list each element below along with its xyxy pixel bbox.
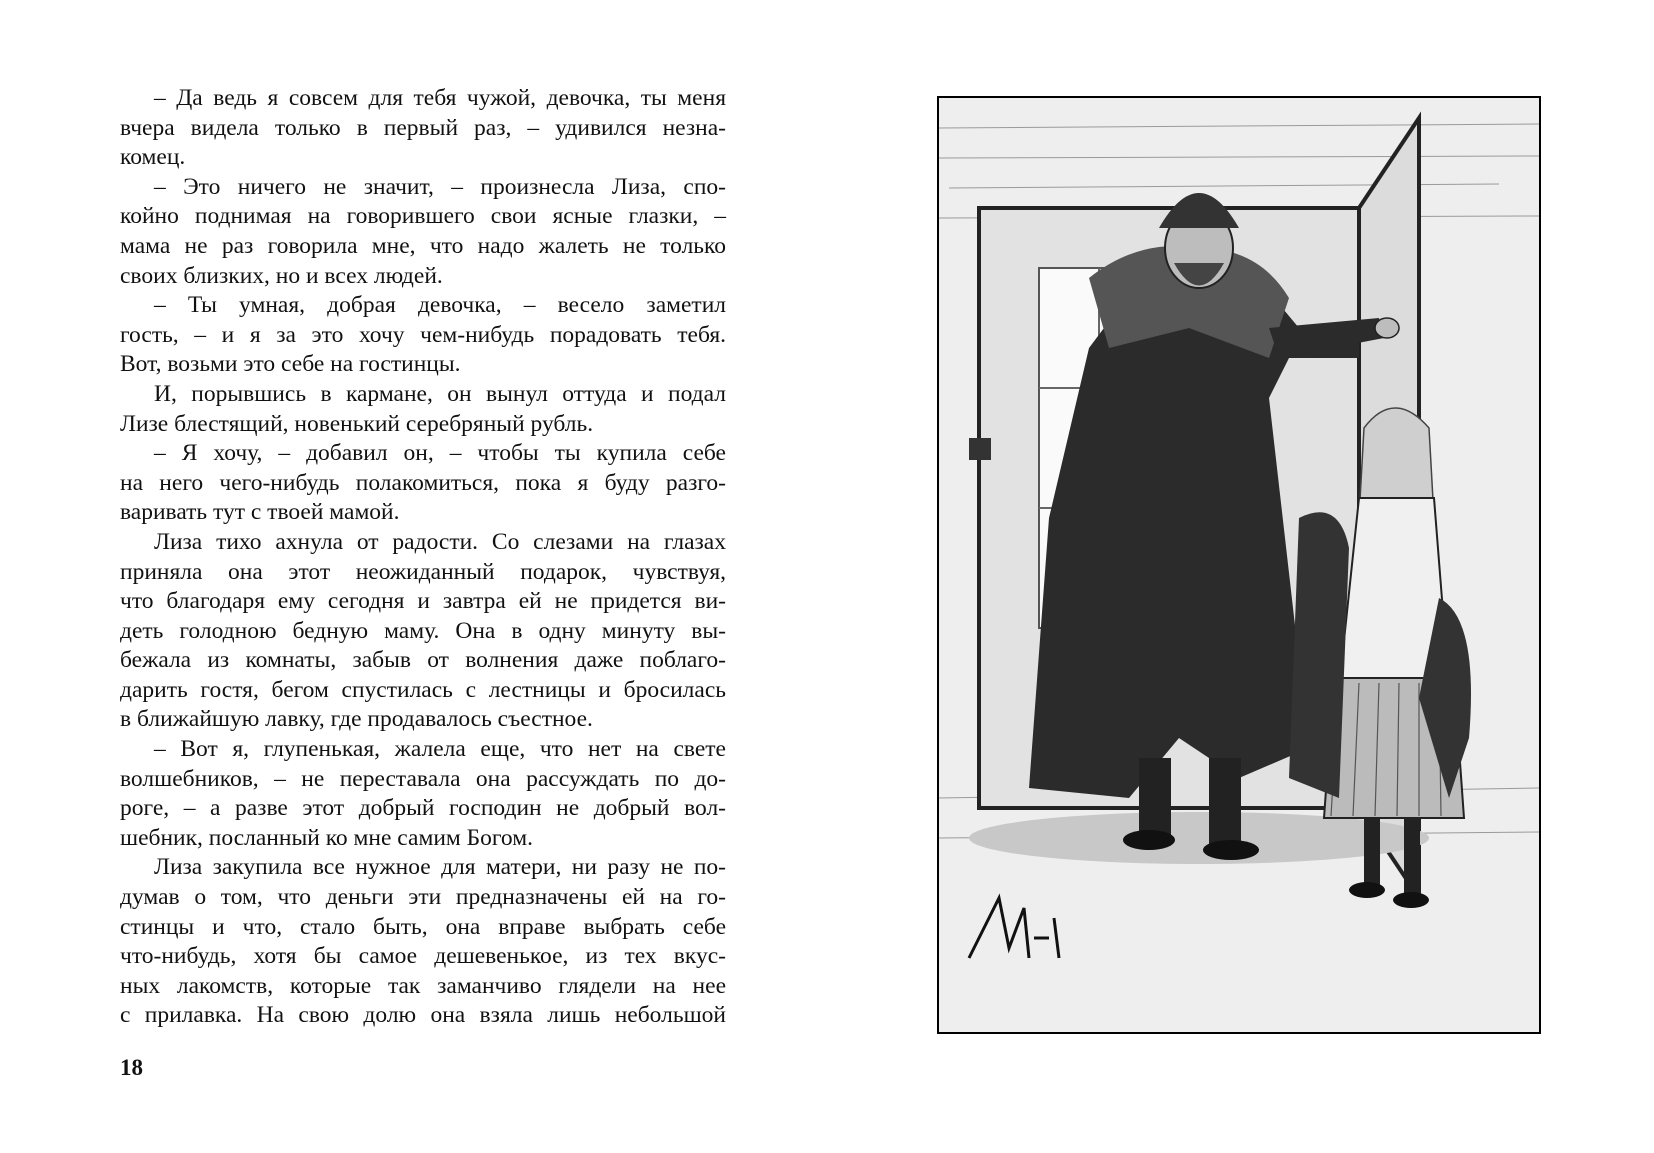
- text-line: – Я хочу, – добавил он, – чтобы ты купила себе: [154, 440, 726, 467]
- text-line: роге, – а разве этот добрый господин не добрый вол-: [120, 795, 726, 822]
- text-column: [120, 84, 726, 1031]
- text-line: шебник, посланный ко мне самим Богом.: [120, 824, 533, 851]
- man-hand: [1375, 318, 1399, 338]
- text-line: на него чего-нибудь полакомиться, пока я буду разго-: [120, 469, 726, 496]
- text-line: волшебников, – не переставала она рассуждать по до-: [120, 765, 726, 792]
- man-boot-right: [1203, 840, 1259, 860]
- text-line: гость, – и я за это хочу чем-нибудь порадовать тебя.: [120, 321, 726, 348]
- text-line: ных лакомств, которые так заманчиво глядели на нее: [120, 972, 726, 999]
- text-line: Лиза тихо ахнула от радости. Со слезами на глазах: [154, 528, 726, 555]
- text-line: Вот, возьми это себе на гостинцы.: [120, 351, 461, 378]
- man-boot-left: [1123, 830, 1175, 850]
- text-line: деть голодною бедную маму. Она в одну минуту вы-: [120, 617, 726, 644]
- text-line: приняла она этот неожиданный подарок, чувствуя,: [120, 558, 726, 585]
- floor-shadow: [969, 812, 1429, 864]
- text-line: – Да ведь я совсем для тебя чужой, девочка, ты меня: [154, 85, 726, 111]
- text-line: стинцы и что, стало быть, она вправе выбрать себе: [120, 913, 726, 940]
- text-line: – Вот я, глупенькая, жалела еще, что нет на свете: [154, 736, 726, 763]
- text-line: дарить гостя, бегом спустилась с лестницы и бросилась: [120, 676, 726, 703]
- illustration-drawing: [939, 98, 1539, 1032]
- text-line: – Ты умная, добрая девочка, – весело заметил: [154, 292, 726, 319]
- text-line: бежала из комнаты, забыв от волнения даже поблаго-: [120, 647, 726, 674]
- text-line: мама не раз говорила мне, что надо жалеть не только: [120, 232, 726, 259]
- book-illustration: [937, 96, 1541, 1034]
- door-latch: [969, 438, 991, 460]
- text-line: варивать тут с твоей мамой.: [120, 499, 400, 526]
- text-line: И, порывшись в кармане, он вынул оттуда и подал: [154, 380, 726, 407]
- text-line: – Это ничего не значит, – произнесла Лиза, спо-: [154, 173, 726, 200]
- text-line: комец.: [120, 144, 186, 171]
- text-line: своих близких, но и всех людей.: [120, 262, 443, 289]
- text-line: что благодаря ему сегодня и завтра ей не придется ви-: [120, 588, 726, 615]
- text-line: думав о том, что деньги эти предназначены ей на го-: [120, 884, 726, 911]
- text-line: вчера видела только в первый раз, – удивился незна-: [120, 114, 726, 141]
- text-line: в ближайшую лавку, где продавалось съестное.: [120, 706, 593, 733]
- text-line: Лиза закупила все нужное для матери, ни разу не по-: [154, 854, 726, 881]
- text-line: с прилавка. На свою долю она взяла лишь небольшой: [120, 1002, 726, 1029]
- page-number: 18: [120, 1055, 143, 1080]
- text-line: Лизе блестящий, новенький серебряный рубль.: [120, 410, 594, 437]
- text-line: койно поднимая на говорившего свои ясные глазки, –: [120, 203, 726, 230]
- text-line: что-нибудь, хотя бы самое дешевенькое, из тех вкус-: [120, 943, 726, 970]
- shawl-left: [1289, 512, 1349, 798]
